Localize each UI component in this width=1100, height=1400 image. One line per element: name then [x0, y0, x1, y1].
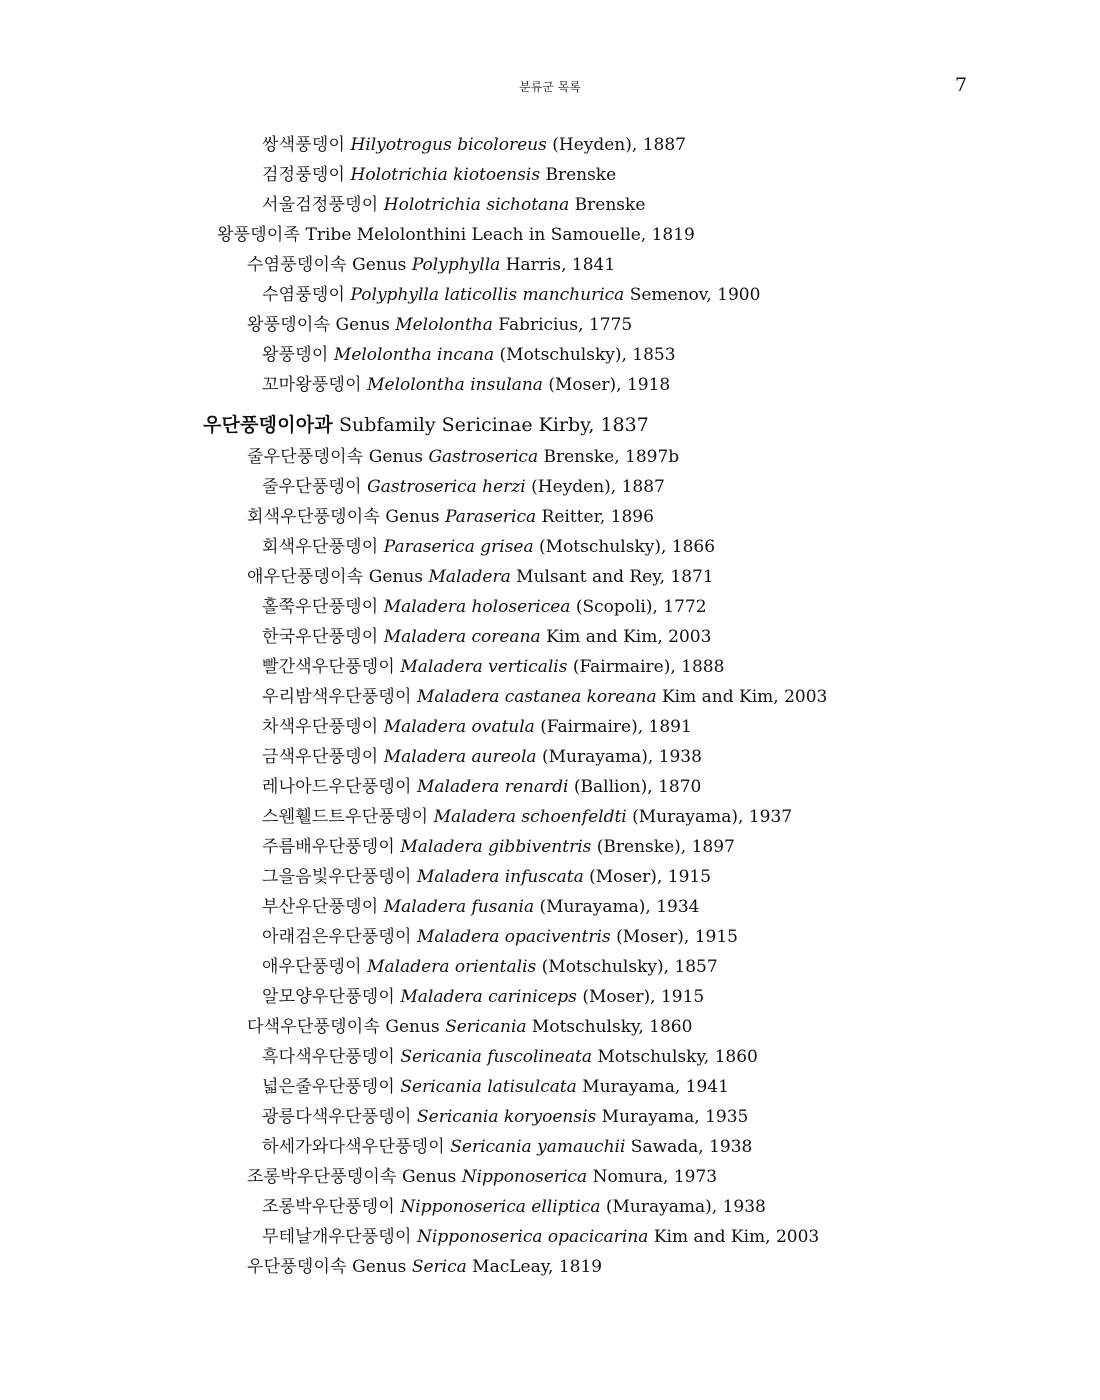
authority: Kim and Kim, 2003 — [661, 687, 828, 707]
korean-name: 우단풍뎅이아과 — [203, 414, 333, 436]
taxon-entry-species — [0, 982, 1100, 1012]
authority: (Moser), 1918 — [548, 375, 671, 395]
korean-name: 금색우단풍뎅이 — [262, 747, 379, 767]
korean-name: 홀쭉우단풍뎅이 — [262, 597, 379, 617]
authority: (Motschulsky), 1857 — [541, 957, 718, 977]
scientific-name: Maladera schoenfeldti — [433, 807, 627, 827]
taxon-entry-species — [0, 862, 1100, 892]
korean-name: 알모양우단풍뎅이 — [262, 987, 395, 1007]
taxon-list — [0, 130, 1100, 1282]
taxon-entry-species — [0, 802, 1100, 832]
scientific-name: Holotrichia sichotana — [383, 195, 570, 215]
korean-name: 검정풍뎅이 — [262, 165, 346, 185]
authority: (Murayama), 1938 — [541, 747, 702, 767]
scientific-name: Holotrichia kiotoensis — [350, 165, 541, 185]
authority: (Fairmaire), 1891 — [540, 717, 692, 737]
authority: (Heyden), 1887 — [531, 477, 665, 497]
taxon-entry-species — [0, 682, 1100, 712]
scientific-name: Melolontha — [395, 315, 493, 335]
scientific-name: Gastroserica herzi — [367, 477, 526, 497]
taxon-entry-species — [0, 592, 1100, 622]
taxon-entry-genus — [0, 442, 1100, 472]
authority: (Murayama), 1937 — [632, 807, 793, 827]
scientific-name: Maladera — [428, 567, 511, 587]
korean-name: 수염풍뎅이 — [262, 285, 346, 305]
authority: Sawada, 1938 — [630, 1137, 753, 1157]
scientific-name: Gastroserica — [428, 447, 539, 467]
authority: (Ballion), 1870 — [573, 777, 702, 797]
scientific-name: Melolontha insulana — [367, 375, 543, 395]
korean-name: 스웬휄드트우단풍뎅이 — [262, 807, 429, 827]
taxon-entry-species — [0, 952, 1100, 982]
taxon-entry-species — [0, 160, 1100, 190]
authority: (Moser), 1915 — [616, 927, 738, 947]
korean-name: 주름배우단풍뎅이 — [262, 837, 395, 857]
korean-name: 넓은줄우단풍뎅이 — [262, 1077, 395, 1097]
scientific-name: Serica — [411, 1257, 467, 1277]
taxon-entry-species — [0, 340, 1100, 370]
korean-name: 조롱박우단풍뎅이 — [262, 1197, 395, 1217]
scientific-name: Sericania koryoensis — [417, 1107, 597, 1127]
taxon-rank-text: Genus — [385, 507, 440, 527]
korean-name: 빨간색우단풍뎅이 — [262, 657, 395, 677]
korean-name: 아래검은우단풍뎅이 — [262, 927, 412, 947]
taxon-entry-genus — [0, 310, 1100, 340]
taxon-entry-species — [0, 370, 1100, 400]
scientific-name: Maladera opaciventris — [417, 927, 611, 947]
authority: MacLeay, 1819 — [472, 1257, 603, 1277]
scientific-name: Maladera infuscata — [417, 867, 584, 887]
scientific-name: Maladera aureola — [383, 747, 537, 767]
taxon-entry-species — [0, 190, 1100, 220]
scientific-name: Polyphylla laticollis manchurica — [350, 285, 625, 305]
taxon-entry-genus — [0, 1012, 1100, 1042]
scientific-name: Paraserica grisea — [383, 537, 534, 557]
authority: Brenske — [574, 195, 646, 215]
taxon-rank-text: Subfamily Sericinae Kirby, 1837 — [338, 414, 649, 436]
taxon-entry-species — [0, 472, 1100, 502]
taxon-rank-text: Genus — [352, 255, 407, 275]
taxon-entry-species — [0, 1042, 1100, 1072]
taxon-entry-species — [0, 1132, 1100, 1162]
taxon-entry-species — [0, 712, 1100, 742]
taxon-entry-species — [0, 280, 1100, 310]
taxon-rank-text: Genus — [385, 1017, 440, 1037]
taxon-rank-text: Genus — [402, 1167, 457, 1187]
taxon-entry-genus — [0, 502, 1100, 532]
authority: (Moser), 1915 — [589, 867, 712, 887]
korean-name: 조롱박우단풍뎅이속 — [247, 1167, 397, 1187]
taxon-rank-text: Genus — [352, 1257, 407, 1277]
korean-name: 광릉다색우단풍뎅이 — [262, 1107, 412, 1127]
scientific-name: Sericania latisulcata — [400, 1077, 577, 1097]
korean-name: 꼬마왕풍뎅이 — [262, 375, 362, 395]
taxon-entry-genus — [0, 1162, 1100, 1192]
scientific-name: Polyphylla — [411, 255, 501, 275]
taxon-entry-subfamily — [0, 409, 1100, 442]
taxon-entry-genus — [0, 250, 1100, 280]
running-head: 분류군 목록 — [519, 80, 581, 94]
korean-name: 왕풍뎅이 — [262, 345, 329, 365]
korean-name: 한국우단풍뎅이 — [262, 627, 379, 647]
page-number: 7 — [955, 74, 968, 96]
korean-name: 흑다색우단풍뎅이 — [262, 1047, 395, 1067]
korean-name: 줄우단풍뎅이 — [262, 477, 362, 497]
authority: Kim and Kim, 2003 — [546, 627, 712, 647]
scientific-name: Nipponoserica opacicarina — [417, 1227, 649, 1247]
taxon-entry-genus — [0, 562, 1100, 592]
taxon-rank-text: Tribe Melolonthini Leach in Samouelle, 1819 — [305, 225, 695, 245]
scientific-name: Nipponoserica elliptica — [400, 1197, 601, 1217]
authority: (Murayama), 1934 — [539, 897, 700, 917]
scientific-name: Maladera castanea koreana — [417, 687, 657, 707]
authority: (Motschulsky), 1866 — [539, 537, 716, 557]
korean-name: 애우단풍뎅이속 — [247, 567, 364, 587]
authority: Mulsant and Rey, 1871 — [516, 567, 714, 587]
taxon-entry-species — [0, 742, 1100, 772]
authority: Reitter, 1896 — [541, 507, 654, 527]
authority: (Heyden), 1887 — [552, 135, 686, 155]
korean-name: 우리밤색우단풍뎅이 — [262, 687, 412, 707]
korean-name: 차색우단풍뎅이 — [262, 717, 379, 737]
taxon-entry-species — [0, 1102, 1100, 1132]
taxon-entry-species — [0, 892, 1100, 922]
scientific-name: Sericania fuscolineata — [400, 1047, 592, 1067]
korean-name: 애우단풍뎅이 — [262, 957, 362, 977]
korean-name: 무테날개우단풍뎅이 — [262, 1227, 412, 1247]
taxon-entry-species — [0, 622, 1100, 652]
taxon-entry-species — [0, 832, 1100, 862]
authority: Harris, 1841 — [505, 255, 616, 275]
authority: Motschulsky, 1860 — [531, 1017, 693, 1037]
korean-name: 서울검정풍뎅이 — [262, 195, 379, 215]
authority: Brenske — [545, 165, 617, 185]
scientific-name: Melolontha incana — [333, 345, 495, 365]
scientific-name: Paraserica — [445, 507, 537, 527]
korean-name: 줄우단풍뎅이속 — [247, 447, 364, 467]
taxon-rank-text: Genus — [368, 567, 424, 587]
authority: (Murayama), 1938 — [605, 1197, 766, 1217]
taxon-entry-tribe — [0, 220, 1100, 250]
korean-name: 왕풍뎅이족 — [217, 225, 301, 245]
scientific-name: Maladera holosericea — [383, 597, 571, 617]
authority: (Fairmaire), 1888 — [572, 657, 725, 677]
authority: Murayama, 1941 — [582, 1077, 729, 1097]
korean-name: 그을음빛우단풍뎅이 — [262, 867, 412, 887]
korean-name: 왕풍뎅이속 — [247, 315, 331, 335]
korean-name: 수염풍뎅이속 — [247, 255, 347, 275]
taxon-entry-species — [0, 1072, 1100, 1102]
taxon-entry-genus — [0, 1252, 1100, 1282]
taxon-entry-species — [0, 922, 1100, 952]
authority: Fabricius, 1775 — [498, 315, 633, 335]
taxon-entry-species — [0, 532, 1100, 562]
korean-name: 회색우단풍뎅이 — [262, 537, 379, 557]
korean-name: 쌍색풍뎅이 — [262, 135, 346, 155]
scientific-name: Nipponoserica — [461, 1167, 588, 1187]
korean-name: 부산우단풍뎅이 — [262, 897, 379, 917]
taxon-rank-text: Genus — [335, 315, 390, 335]
korean-name: 레나아드우단풍뎅이 — [262, 777, 412, 797]
korean-name: 하세가와다색우단풍뎅이 — [262, 1137, 445, 1157]
authority: (Brenske), 1897 — [596, 837, 735, 857]
authority: (Motschulsky), 1853 — [499, 345, 676, 365]
scientific-name: Maladera verticalis — [400, 657, 568, 677]
authority: (Scopoli), 1772 — [575, 597, 707, 617]
taxon-entry-species — [0, 1222, 1100, 1252]
scientific-name: Sericania — [445, 1017, 527, 1037]
scientific-name: Maladera orientalis — [367, 957, 537, 977]
korean-name: 회색우단풍뎅이속 — [247, 507, 380, 527]
taxon-entry-species — [0, 130, 1100, 160]
authority: Semenov, 1900 — [629, 285, 761, 305]
taxon-rank-text: Genus — [368, 447, 424, 467]
scientific-name: Maladera renardi — [417, 777, 569, 797]
authority: Brenske, 1897b — [543, 447, 680, 467]
korean-name: 다색우단풍뎅이속 — [247, 1017, 380, 1037]
authority: (Moser), 1915 — [582, 987, 705, 1007]
korean-name: 우단풍뎅이속 — [247, 1257, 347, 1277]
taxon-entry-species — [0, 652, 1100, 682]
scientific-name: Hilyotrogus bicoloreus — [350, 135, 547, 155]
scientific-name: Maladera fusania — [383, 897, 535, 917]
scientific-name: Maladera ovatula — [383, 717, 535, 737]
taxon-entry-species — [0, 772, 1100, 802]
scientific-name: Maladera coreana — [383, 627, 541, 647]
authority: Motschulsky, 1860 — [597, 1047, 758, 1067]
scientific-name: Sericania yamauchii — [450, 1137, 626, 1157]
authority: Kim and Kim, 2003 — [653, 1227, 820, 1247]
taxon-entry-species — [0, 1192, 1100, 1222]
authority: Nomura, 1973 — [592, 1167, 718, 1187]
scientific-name: Maladera gibbiventris — [400, 837, 592, 857]
scientific-name: Maladera cariniceps — [400, 987, 577, 1007]
authority: Murayama, 1935 — [601, 1107, 749, 1127]
